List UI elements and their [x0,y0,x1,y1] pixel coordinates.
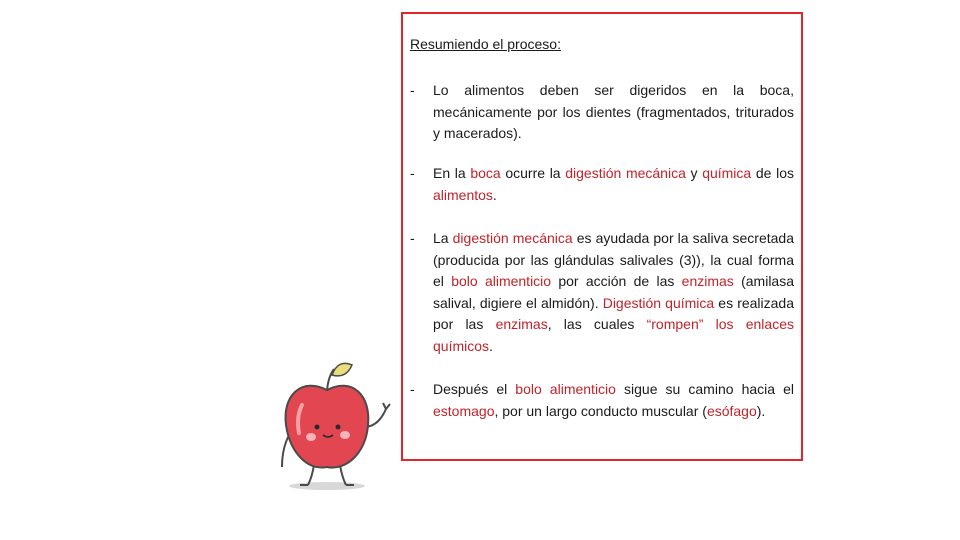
summary-heading: Resumiendo el proceso: [410,36,561,52]
highlighted-term: bolo alimenticio [451,273,552,289]
text-segment: . [489,337,493,354]
left-leg [300,465,314,485]
bullet-dash: - [410,82,415,98]
highlighted-term: alimentos [433,186,493,203]
apple-mascot-illustration [272,355,402,495]
text-segment: sigue su camino hacia el [615,381,795,397]
list-item [410,163,794,206]
text-segment: . [492,186,497,203]
text-segment: es realizada por las [433,294,795,332]
item-text [433,163,794,206]
right-cheek [340,431,350,439]
text-segment: por acción de las [551,273,682,289]
right-eye [336,425,341,430]
left-eye [315,425,320,430]
text-segment: y [685,165,703,181]
text-segment: Después el [433,381,516,397]
text-segment: ocurre la [500,165,566,181]
highlighted-term: enzimas [681,273,734,289]
highlighted-term: Digestión química [602,294,715,311]
highlighted-term: digestión mecánica [452,230,573,246]
text-segment: de los [751,165,794,181]
list-item [410,228,794,357]
text-segment: , las cuales [547,316,647,332]
highlighted-term: bolo alimenticio [515,381,616,397]
bullet-dash: - [410,381,415,397]
highlighted-term: estomago [433,402,495,419]
text-segment: ). [756,402,766,419]
left-cheek [306,433,316,441]
text-segment: es ayudada por la saliva secretada (producida por las glándulas salivales (3)), la cual forma el [433,230,794,289]
text-segment: (amilasa salival, digiere el almidón). [433,273,794,311]
item-text [433,80,794,145]
highlighted-term: esófago [706,402,757,419]
bullet-dash: - [410,230,415,246]
item-text [433,379,794,422]
list-item [410,379,794,422]
highlighted-term: “rompen” los enlaces químicos [433,316,794,354]
item-text [433,228,794,357]
text-segment: Lo alimentos deben ser digeridos en la boca, mecánicamente por los dientes (fragmentados, triturados y macerados). [433,82,794,141]
text-segment: En la [433,165,471,181]
text-segment: La [433,230,453,246]
text-segment: , por un largo conducto muscular ( [494,402,707,419]
highlighted-term: boca [470,165,501,181]
bullet-dash: - [410,165,415,181]
highlighted-term: química [702,165,752,181]
right-leg [340,465,354,485]
highlighted-term: digestión mecánica [565,165,686,181]
highlighted-term: enzimas [495,316,548,332]
list-item [410,80,794,145]
leaf-icon [332,363,352,376]
